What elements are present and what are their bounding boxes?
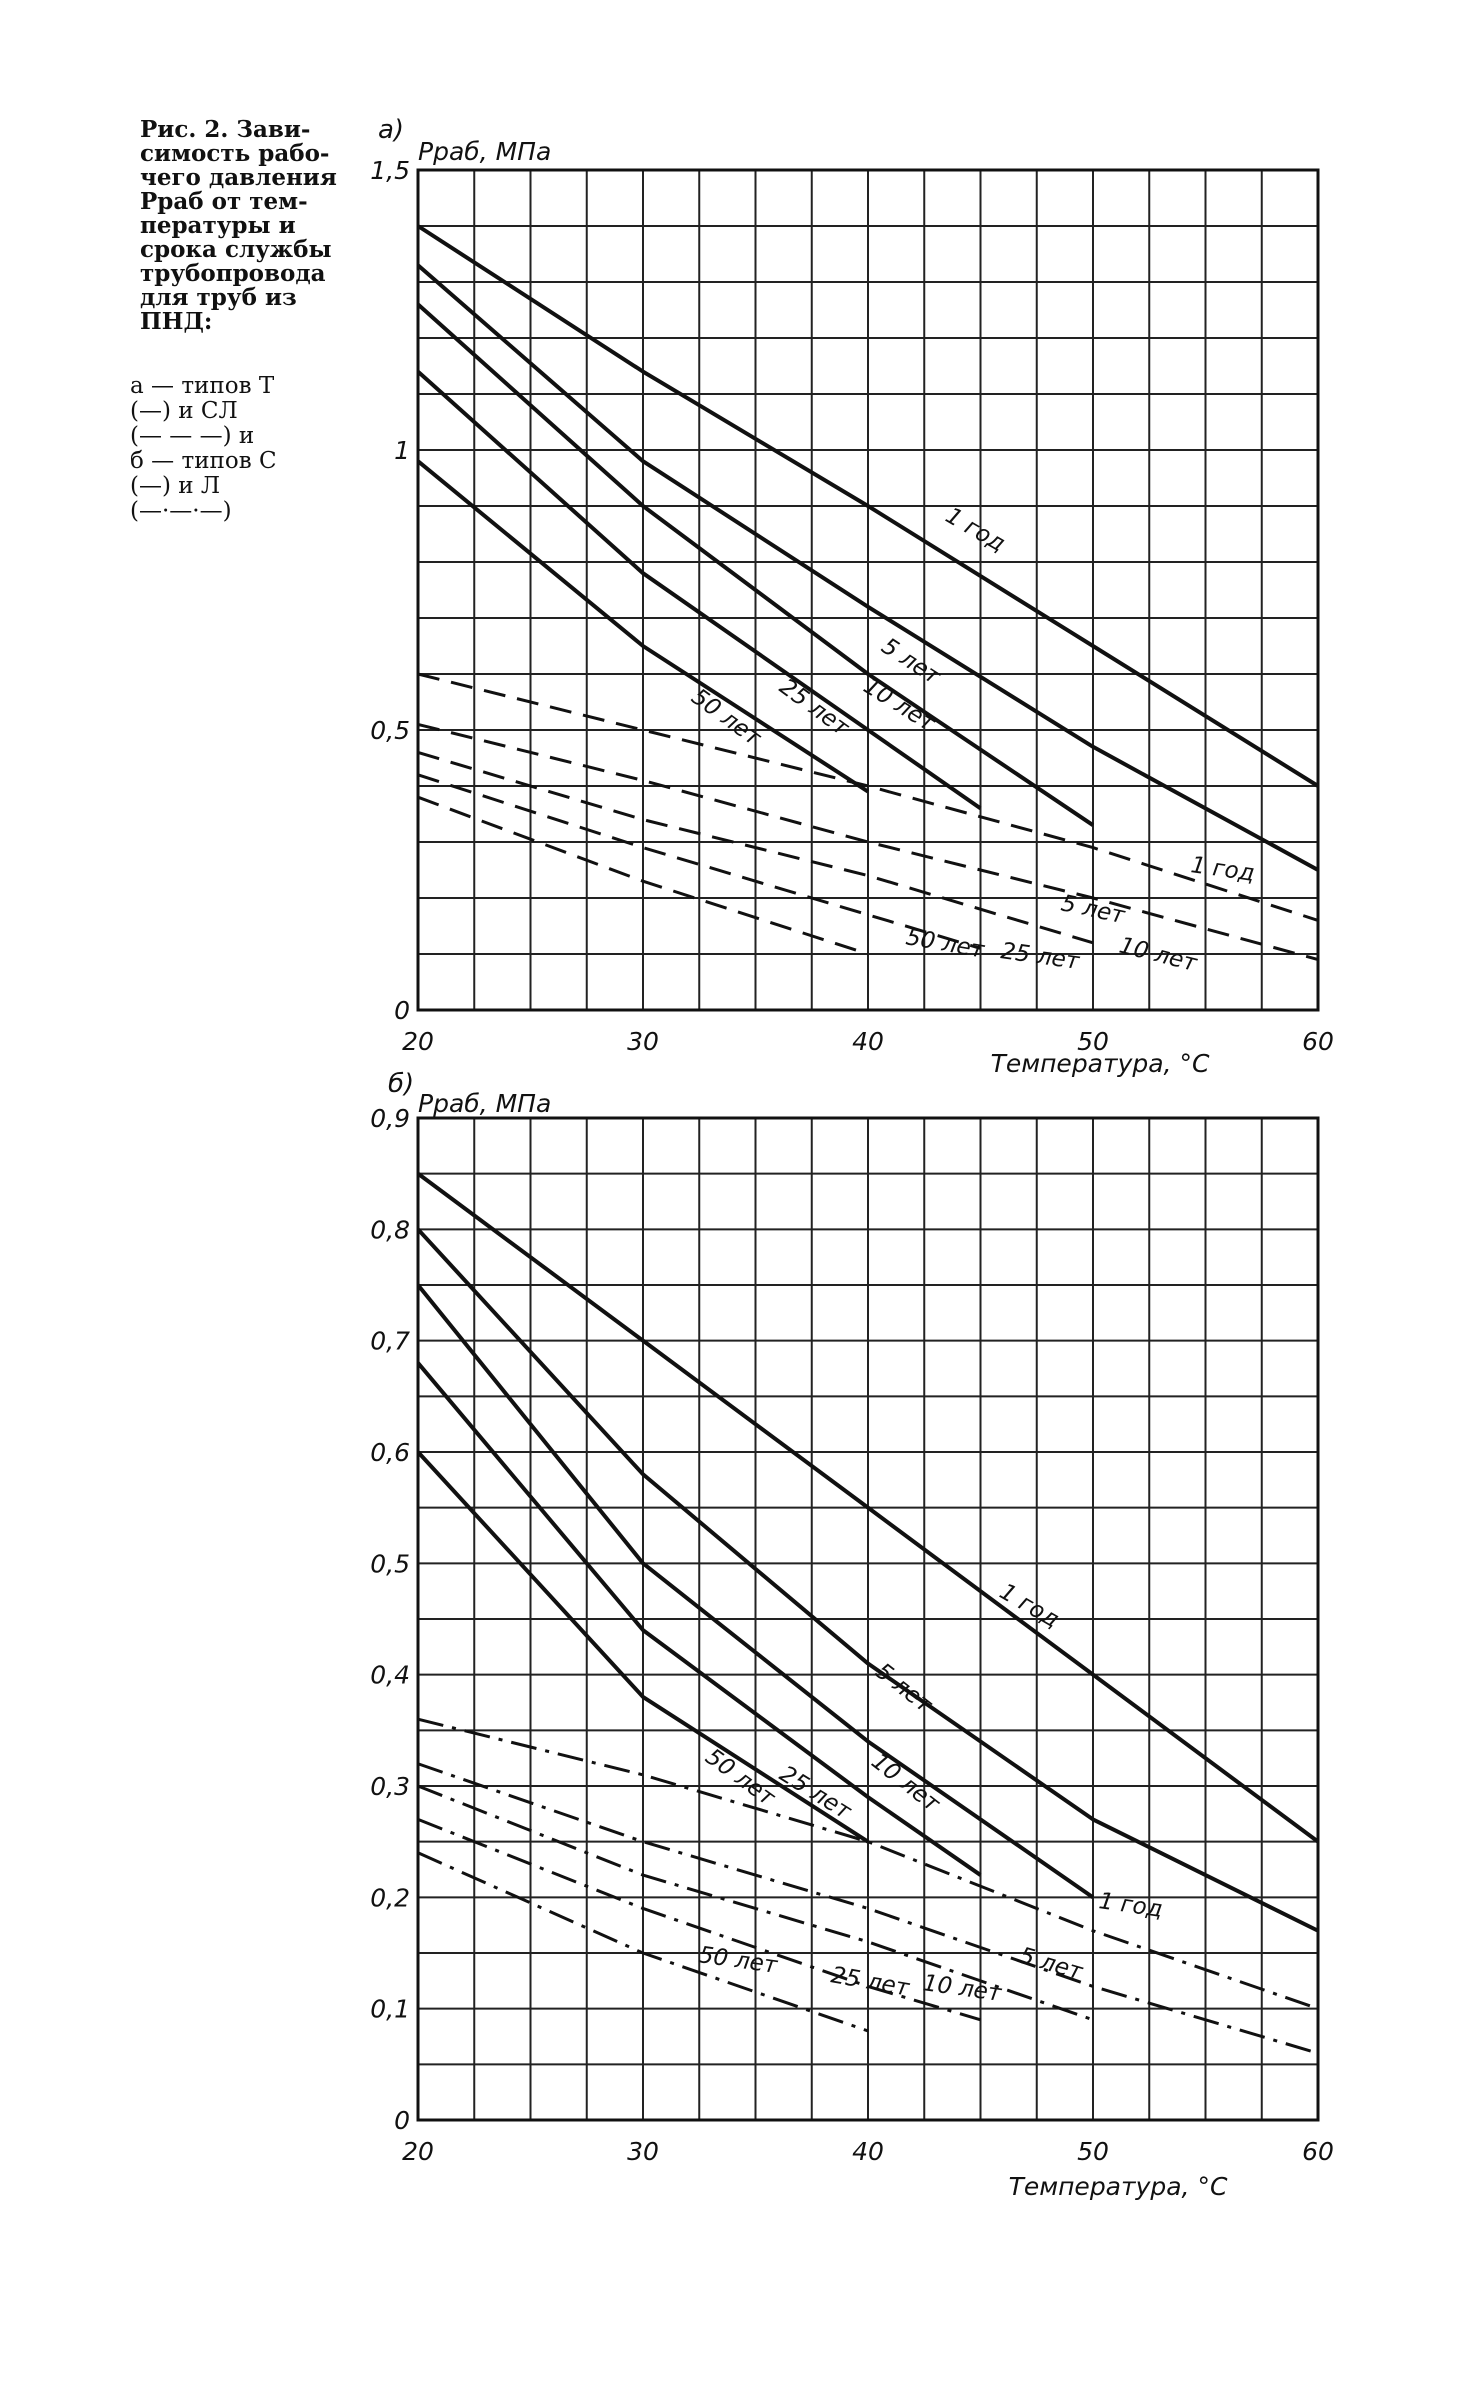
x-tick-label: 50 [1077, 1027, 1109, 1056]
x-tick-label: 20 [402, 2137, 434, 2166]
caption-line: ПНД: [140, 308, 213, 335]
series-label: 10 лет [866, 1748, 945, 1818]
legend-line: (— — —) и [130, 423, 255, 449]
y-tick-label: 0,5 [370, 716, 410, 745]
series-label: 50 лет [697, 1942, 779, 1979]
y-tick-label: 0,4 [370, 1660, 410, 1690]
y-axis-label: Pраб, МПа [418, 137, 552, 166]
caption-line: трубопровода [140, 260, 326, 287]
legend-line: (—) и СЛ [130, 398, 238, 424]
y-tick-label: 0,9 [370, 1104, 410, 1133]
legend-line: а — типов Т [130, 373, 275, 399]
x-tick-label: 60 [1302, 1027, 1334, 1056]
caption-line: срока службы [140, 236, 332, 263]
legend-line: (—·—·—) [130, 498, 232, 524]
x-tick-label: 60 [1302, 2137, 1334, 2166]
series-label: 50 лет [686, 683, 766, 752]
chart-panel-a [370, 115, 1334, 1078]
y-tick-label: 0,5 [370, 1549, 410, 1579]
x-tick-label: 40 [852, 2137, 884, 2166]
series-label: 5 лет [870, 1658, 937, 1719]
series-label: 1 год [1189, 852, 1257, 887]
series-label: 5 лет [1058, 890, 1127, 930]
y-tick-label: 0,8 [370, 1215, 410, 1245]
y-tick-label: 1,5 [370, 156, 410, 185]
y-tick-label: 0,2 [370, 1883, 410, 1913]
y-tick-label: 0,6 [370, 1438, 410, 1467]
series-label: 10 лет [1116, 932, 1200, 977]
legend-line: (—) и Л [130, 473, 221, 499]
legend-line: б — типов С [130, 448, 277, 474]
caption-line: чего давления [140, 164, 337, 191]
series-label: 50 лет [903, 924, 987, 964]
chart-panel-b [370, 1069, 1334, 2201]
x-tick-label: 50 [1077, 2137, 1109, 2166]
series-label: 25 лет [999, 938, 1081, 975]
y-tick-label: 0,1 [370, 1994, 410, 2024]
caption-line: для труб из [140, 284, 297, 311]
x-tick-label: 30 [627, 2137, 659, 2166]
y-tick-label: 0,3 [370, 1772, 410, 1801]
panel-label: а) [378, 115, 405, 145]
y-tick-label: 0 [394, 996, 410, 1025]
series-label: 25 лет [774, 1761, 856, 1825]
caption-line: симость рабо- [140, 140, 330, 167]
y-axis-label: Pраб, МПа [418, 1089, 552, 1118]
x-axis-label: Температура, °С [1008, 2172, 1228, 2201]
series-label: 1 год [941, 502, 1010, 558]
series-label: 50 лет [700, 1743, 780, 1812]
panel-label: б) [388, 1069, 415, 1099]
caption-line: Рис. 2. Зави- [140, 116, 311, 143]
series-label: 5 лет [1016, 1942, 1086, 1986]
series-label: 10 лет [858, 673, 940, 737]
series-label: 10 лет [921, 1970, 1003, 2007]
x-axis-label: Температура, °С [990, 1049, 1210, 1078]
series-label: 5 лет [876, 633, 945, 690]
y-tick-label: 0,7 [370, 1326, 410, 1356]
caption-line: Pраб от тем- [140, 188, 308, 215]
y-tick-label: 1 [394, 436, 410, 465]
x-tick-label: 40 [852, 1027, 884, 1056]
series-label: 1 год [995, 1578, 1064, 1634]
x-tick-label: 20 [402, 1027, 434, 1056]
x-tick-label: 30 [627, 1027, 659, 1056]
caption-line: пературы и [140, 212, 296, 239]
y-tick-label: 0 [394, 2106, 410, 2135]
series-label: 25 лет [774, 673, 854, 742]
series-label: 25 лет [828, 1962, 912, 2002]
series-label: 1 год [1097, 1888, 1165, 1923]
